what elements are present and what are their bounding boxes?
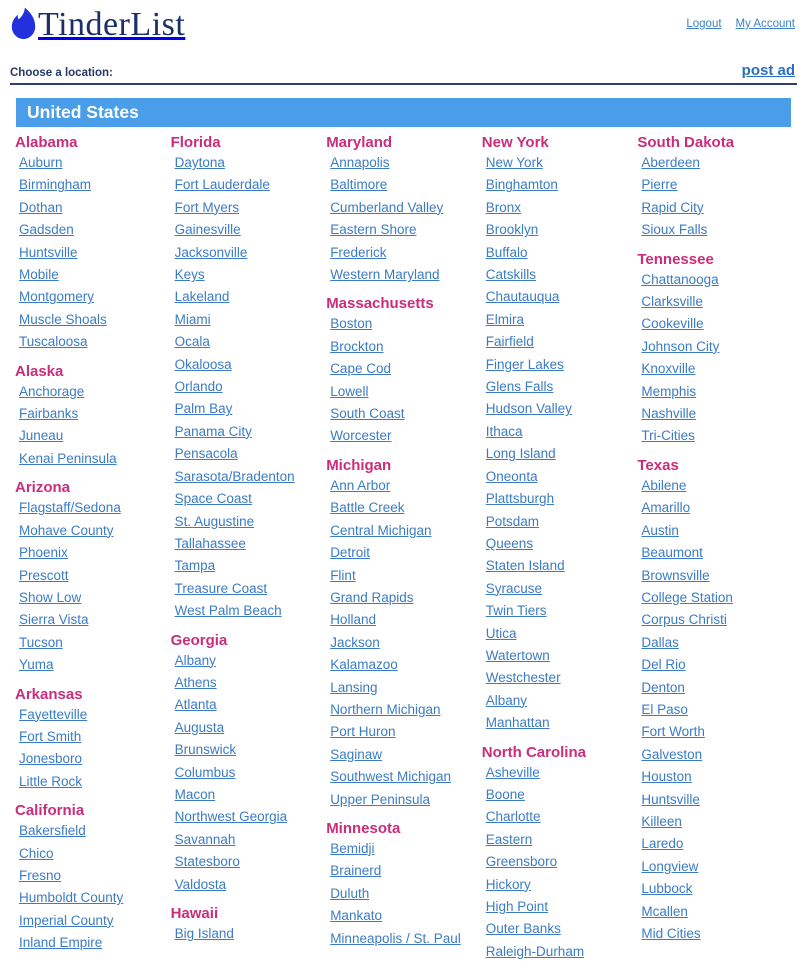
city-link[interactable]: Albany (485, 692, 528, 708)
logout-link[interactable]: Logout (686, 18, 722, 30)
city-link[interactable]: Kalamazoo (330, 657, 398, 673)
city-link[interactable]: Westchester (485, 670, 561, 686)
city-link[interactable]: Humboldt County (19, 890, 124, 906)
city-link[interactable]: Valdosta (174, 876, 227, 892)
city-link[interactable]: Aberdeen (641, 155, 700, 170)
city-link[interactable]: Lowell (330, 383, 369, 399)
state-group (171, 905, 327, 945)
city-link[interactable]: Frederick (330, 244, 387, 260)
city-link[interactable]: Plattsburgh (485, 491, 555, 507)
state-group (15, 802, 171, 954)
city-link[interactable]: Bemidji (330, 840, 375, 856)
city-link[interactable]: Fairbanks (19, 406, 79, 422)
state-group (326, 820, 482, 950)
city-link[interactable]: Cookeville (641, 316, 704, 332)
city-link[interactable]: Longview (641, 858, 699, 874)
city-link[interactable]: Birmingham (19, 177, 92, 193)
state-group (171, 632, 327, 896)
city-link[interactable]: Lansing (330, 679, 378, 695)
city-link[interactable]: Southwest Michigan (330, 769, 452, 785)
city-link[interactable]: Western Maryland (330, 267, 440, 283)
city-link[interactable]: Tampa (174, 558, 216, 574)
city-link[interactable]: Statesboro (174, 854, 240, 870)
city-link[interactable]: Tallahassee (174, 535, 246, 551)
city-link[interactable]: Gainesville (174, 222, 241, 238)
city-link[interactable]: Greensboro (485, 854, 558, 870)
state-group (15, 363, 171, 471)
city-link[interactable]: Bronx (485, 199, 522, 215)
city-link[interactable]: Brownsville (641, 567, 710, 583)
city-link[interactable]: Chautauqua (485, 289, 560, 305)
city-link[interactable]: Kenai Peninsula (19, 450, 117, 466)
city-link[interactable]: Cumberland Valley (330, 199, 444, 215)
city-link[interactable]: Miami (174, 311, 211, 327)
city-link[interactable]: Grand Rapids (330, 589, 414, 605)
city-link[interactable]: Fort Myers (174, 199, 240, 215)
state-header: Alaska (15, 362, 64, 380)
city-link[interactable]: Mid Cities (641, 926, 701, 941)
city-link[interactable]: Utica (485, 625, 517, 641)
city-link[interactable]: Brunswick (174, 742, 237, 758)
country-banner-title: United States (27, 102, 139, 122)
city-link[interactable]: Ithaca (485, 423, 523, 439)
city-link[interactable]: Fayetteville (19, 706, 88, 722)
city-link[interactable]: Space Coast (174, 491, 252, 507)
location-column (15, 134, 171, 972)
city-link[interactable]: Flint (330, 567, 356, 583)
city-link[interactable]: Dothan (19, 199, 63, 215)
city-link[interactable]: Flagstaff/Sedona (19, 500, 121, 516)
city-link[interactable]: Yuma (19, 657, 54, 673)
city-link[interactable]: Tuscaloosa (19, 334, 88, 350)
city-link[interactable]: Lakeland (174, 289, 230, 305)
city-link[interactable]: El Paso (641, 701, 688, 717)
state-group (482, 134, 638, 735)
tinder-flame-icon (10, 7, 37, 43)
city-link[interactable]: Upper Peninsula (330, 791, 431, 807)
city-link[interactable]: Amarillo (641, 500, 691, 516)
site-logo[interactable] (10, 5, 185, 45)
city-link[interactable]: Fort Smith (19, 728, 82, 744)
city-link[interactable]: Huntsville (19, 244, 78, 260)
city-link[interactable]: Dallas (641, 634, 679, 650)
city-link[interactable]: Long Island (485, 446, 556, 462)
my-account-link[interactable]: My Account (735, 18, 795, 30)
city-link[interactable]: Eastern Shore (330, 222, 417, 238)
city-link[interactable]: Mobile (19, 267, 59, 283)
city-link[interactable]: Jacksonville (174, 244, 248, 260)
city-link[interactable]: Fort Worth (641, 724, 705, 740)
city-link[interactable]: Anchorage (19, 383, 85, 399)
city-link[interactable]: South Coast (330, 406, 405, 422)
city-link[interactable]: Watertown (485, 647, 550, 663)
city-link[interactable]: Beaumont (641, 545, 703, 561)
city-link[interactable]: Ann Arbor (330, 477, 391, 493)
city-link[interactable]: Potsdam (485, 513, 540, 529)
city-link[interactable]: Okaloosa (174, 356, 232, 372)
account-links (686, 18, 795, 30)
city-link[interactable]: Laredo (641, 836, 684, 852)
city-link[interactable]: Austin (641, 522, 679, 538)
location-toolbar (0, 50, 807, 83)
city-link[interactable]: Corpus Christi (641, 612, 727, 628)
city-link[interactable]: Pierre (641, 177, 678, 193)
state-header: Tennessee (637, 250, 714, 268)
city-link[interactable]: Montgomery (19, 289, 95, 305)
city-link[interactable]: Boone (485, 786, 525, 802)
city-link[interactable]: Killeen (641, 813, 682, 829)
city-link[interactable]: Prescott (19, 567, 69, 583)
city-link[interactable]: Brockton (330, 338, 384, 354)
city-link[interactable]: Boston (330, 316, 373, 332)
state-header: Alabama (15, 134, 78, 151)
city-link[interactable]: Memphis (641, 383, 697, 399)
city-link[interactable]: Daytona (174, 155, 225, 170)
city-link[interactable]: Sarasota/Bradenton (174, 468, 295, 484)
header-divider (10, 83, 797, 85)
city-link[interactable]: Juneau (19, 428, 64, 444)
city-link[interactable]: Battle Creek (330, 500, 405, 516)
state-group (637, 251, 793, 448)
state-header: Michigan (326, 456, 392, 474)
city-link[interactable]: Cape Cod (330, 361, 391, 377)
city-link[interactable]: Brainerd (330, 863, 382, 879)
locations-grid (0, 127, 807, 972)
city-link[interactable]: Sierra Vista (19, 612, 89, 628)
city-link[interactable]: Raleigh-Durham (485, 943, 585, 959)
city-link[interactable]: Mcallen (641, 903, 688, 919)
city-link[interactable]: Macon (174, 786, 216, 802)
city-link[interactable]: Tri-Cities (641, 428, 695, 444)
city-link[interactable]: Jonesboro (19, 751, 83, 767)
state-header: Hawaii (170, 905, 219, 922)
state-header: Arkansas (15, 685, 83, 703)
city-link[interactable]: Phoenix (19, 545, 68, 561)
city-link[interactable]: Manhattan (485, 715, 550, 731)
city-link[interactable]: St. Augustine (174, 513, 255, 529)
city-link[interactable]: Hudson Valley (485, 401, 572, 417)
city-link[interactable]: Savannah (174, 831, 236, 847)
city-link[interactable]: Hickory (485, 876, 531, 892)
state-group (326, 134, 482, 286)
city-link[interactable]: Treasure Coast (174, 580, 268, 596)
city-link[interactable]: Outer Banks (485, 921, 561, 937)
state-header: New York (481, 134, 549, 151)
city-link[interactable]: New York (485, 155, 543, 170)
state-header: Maryland (326, 134, 393, 151)
city-link[interactable]: Oneonta (485, 468, 538, 484)
city-link[interactable]: Ocala (174, 334, 210, 350)
state-group (15, 686, 171, 794)
city-link[interactable]: Houston (641, 769, 692, 785)
city-link[interactable]: Charlotte (485, 809, 541, 825)
city-link[interactable]: Elmira (485, 311, 525, 327)
city-link[interactable]: Columbus (174, 764, 236, 780)
city-link[interactable]: Rapid City (641, 199, 704, 215)
city-link[interactable]: Show Low (19, 589, 82, 605)
city-link[interactable]: Fairfield (485, 334, 534, 350)
city-link[interactable]: Chico (19, 845, 54, 861)
city-link[interactable]: Fort Lauderdale (174, 177, 270, 193)
city-link[interactable]: Albany (174, 652, 216, 668)
city-link[interactable]: Knoxville (641, 361, 696, 377)
city-link[interactable]: Chattanooga (641, 271, 719, 287)
city-link[interactable]: Johnson City (641, 338, 720, 354)
city-link[interactable]: Inland Empire (19, 935, 103, 951)
city-link[interactable]: Big Island (174, 926, 234, 941)
city-link[interactable]: Duluth (330, 885, 370, 901)
state-header: Arizona (15, 479, 71, 497)
city-link[interactable]: Clarksville (641, 294, 703, 310)
logo-text: TinderList (38, 6, 186, 43)
state-group (15, 479, 171, 676)
state-group (326, 457, 482, 811)
city-link[interactable]: Port Huron (330, 724, 396, 740)
city-link[interactable]: Brooklyn (485, 222, 539, 238)
state-header: Georgia (170, 631, 228, 649)
city-link[interactable]: High Point (485, 899, 549, 914)
city-link[interactable]: Orlando (174, 379, 223, 395)
city-link[interactable]: Queens (485, 535, 534, 551)
state-header: South Dakota (637, 134, 735, 151)
city-link[interactable]: Jackson (330, 634, 380, 650)
city-link[interactable]: Fresno (19, 867, 62, 883)
city-link[interactable]: Eastern (485, 831, 533, 847)
state-group (637, 457, 793, 946)
location-column (171, 134, 327, 972)
post-ad-link[interactable]: post ad (741, 62, 795, 79)
city-link[interactable]: Sioux Falls (641, 222, 708, 238)
city-link[interactable]: Gadsden (19, 222, 74, 238)
city-link[interactable]: Minneapolis / St. Paul (330, 930, 461, 946)
city-link[interactable]: Detroit (330, 545, 370, 561)
city-link[interactable]: Augusta (174, 719, 225, 735)
state-group (482, 744, 638, 964)
city-link[interactable]: Atlanta (174, 697, 217, 713)
city-link[interactable]: Mankato (330, 908, 382, 924)
city-link[interactable]: Northwest Georgia (174, 809, 288, 825)
city-link[interactable]: Glens Falls (485, 379, 554, 395)
state-group (15, 134, 171, 354)
choose-location-label: Choose a location: (10, 67, 113, 79)
city-link[interactable]: Catskills (485, 267, 537, 283)
state-header: Texas (637, 456, 679, 474)
header-bar (0, 0, 807, 50)
city-link[interactable]: Imperial County (19, 912, 114, 928)
city-link[interactable]: Galveston (641, 746, 703, 762)
city-link[interactable]: Worcester (330, 428, 392, 444)
city-link[interactable]: Denton (641, 679, 685, 695)
city-link[interactable]: Holland (330, 612, 376, 628)
city-link[interactable]: Little Rock (19, 773, 83, 789)
city-link[interactable]: Annapolis (330, 155, 390, 170)
city-link[interactable]: Asheville (485, 764, 540, 780)
city-link[interactable]: College Station (641, 589, 733, 605)
city-link[interactable]: Binghamton (485, 177, 558, 193)
city-link[interactable]: Huntsville (641, 791, 700, 807)
state-group (171, 134, 327, 623)
city-link[interactable]: Palm Bay (174, 401, 233, 417)
state-header: Minnesota (326, 819, 401, 837)
city-link[interactable]: Saginaw (330, 746, 382, 762)
city-link[interactable]: Buffalo (485, 244, 528, 260)
state-header: Massachusetts (326, 295, 434, 313)
city-link[interactable]: Panama City (174, 423, 252, 439)
state-group (637, 134, 793, 242)
city-link[interactable]: Lubbock (641, 881, 693, 897)
location-column (637, 134, 793, 972)
city-link[interactable]: West Palm Beach (174, 603, 282, 619)
city-link[interactable]: Abilene (641, 477, 687, 493)
city-link[interactable]: Pensacola (174, 446, 238, 462)
city-link[interactable]: Keys (174, 267, 205, 283)
state-header: Florida (170, 134, 221, 151)
city-link[interactable]: Muscle Shoals (19, 311, 107, 327)
city-link[interactable]: Central Michigan (330, 522, 432, 538)
location-column (482, 134, 638, 972)
state-header: California (15, 802, 85, 820)
country-banner (16, 98, 791, 127)
state-header: North Carolina (481, 743, 586, 761)
location-column (326, 134, 482, 972)
city-link[interactable]: Mohave County (19, 522, 114, 538)
city-link[interactable]: Finger Lakes (485, 356, 564, 372)
city-link[interactable]: Northern Michigan (330, 701, 441, 717)
city-link[interactable]: Tucson (19, 634, 63, 650)
city-link[interactable]: Del Rio (641, 657, 686, 673)
state-group (326, 295, 482, 447)
city-link[interactable]: Staten Island (485, 558, 565, 574)
city-link[interactable]: Nashville (641, 406, 697, 422)
city-link[interactable]: Twin Tiers (485, 603, 547, 619)
city-link[interactable]: Syracuse (485, 580, 543, 596)
city-link[interactable]: Bakersfield (19, 823, 86, 839)
city-link[interactable]: Auburn (19, 155, 63, 170)
city-link[interactable]: Athens (174, 674, 217, 690)
city-link[interactable]: Baltimore (330, 177, 388, 193)
